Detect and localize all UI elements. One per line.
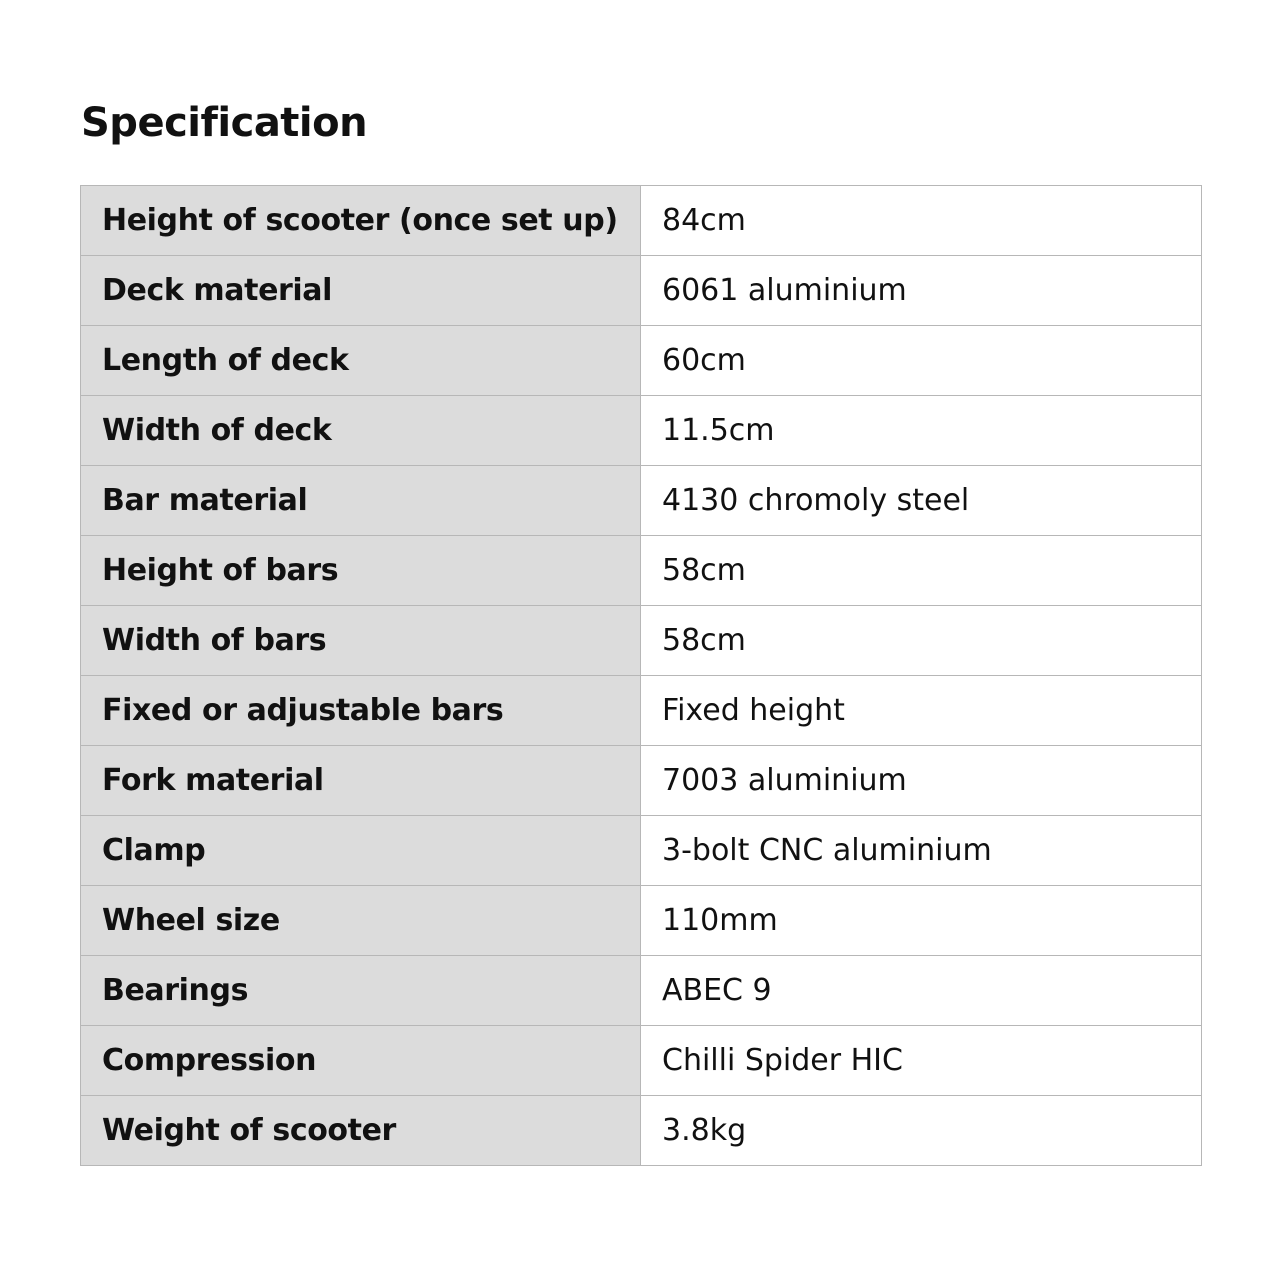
table-row [81, 886, 1202, 956]
table-row [81, 466, 1202, 536]
spec-label: Bar material [81, 466, 641, 536]
spec-label: Height of bars [81, 536, 641, 606]
spec-label: Width of deck [81, 396, 641, 466]
table-row [81, 746, 1202, 816]
page-title: Specification [81, 100, 368, 146]
spec-value: 4130 chromoly steel [641, 466, 1202, 536]
spec-value: 3.8kg [641, 1096, 1202, 1166]
spec-label: Clamp [81, 816, 641, 886]
table-row [81, 676, 1202, 746]
table-row [81, 536, 1202, 606]
table-row [81, 1026, 1202, 1096]
spec-value: 58cm [641, 536, 1202, 606]
spec-label: Length of deck [81, 326, 641, 396]
spec-value: 11.5cm [641, 396, 1202, 466]
spec-label: Height of scooter (once set up) [81, 186, 641, 256]
specification-table-body [81, 186, 1202, 1166]
table-row [81, 606, 1202, 676]
spec-label: Compression [81, 1026, 641, 1096]
spec-value: Fixed height [641, 676, 1202, 746]
spec-value: 6061 aluminium [641, 256, 1202, 326]
table-row [81, 956, 1202, 1026]
spec-value: 84cm [641, 186, 1202, 256]
table-row [81, 326, 1202, 396]
spec-label: Fork material [81, 746, 641, 816]
spec-value: ABEC 9 [641, 956, 1202, 1026]
spec-value: 3-bolt CNC aluminium [641, 816, 1202, 886]
table-row [81, 186, 1202, 256]
specification-table [80, 185, 1202, 1166]
spec-label: Wheel size [81, 886, 641, 956]
spec-label: Bearings [81, 956, 641, 1026]
spec-value: 110mm [641, 886, 1202, 956]
table-row [81, 1096, 1202, 1166]
spec-label: Width of bars [81, 606, 641, 676]
spec-label: Weight of scooter [81, 1096, 641, 1166]
spec-value: 7003 aluminium [641, 746, 1202, 816]
table-row [81, 816, 1202, 886]
spec-value: 58cm [641, 606, 1202, 676]
spec-label: Fixed or adjustable bars [81, 676, 641, 746]
spec-value: Chilli Spider HIC [641, 1026, 1202, 1096]
spec-value: 60cm [641, 326, 1202, 396]
table-row [81, 256, 1202, 326]
table-row [81, 396, 1202, 466]
spec-label: Deck material [81, 256, 641, 326]
